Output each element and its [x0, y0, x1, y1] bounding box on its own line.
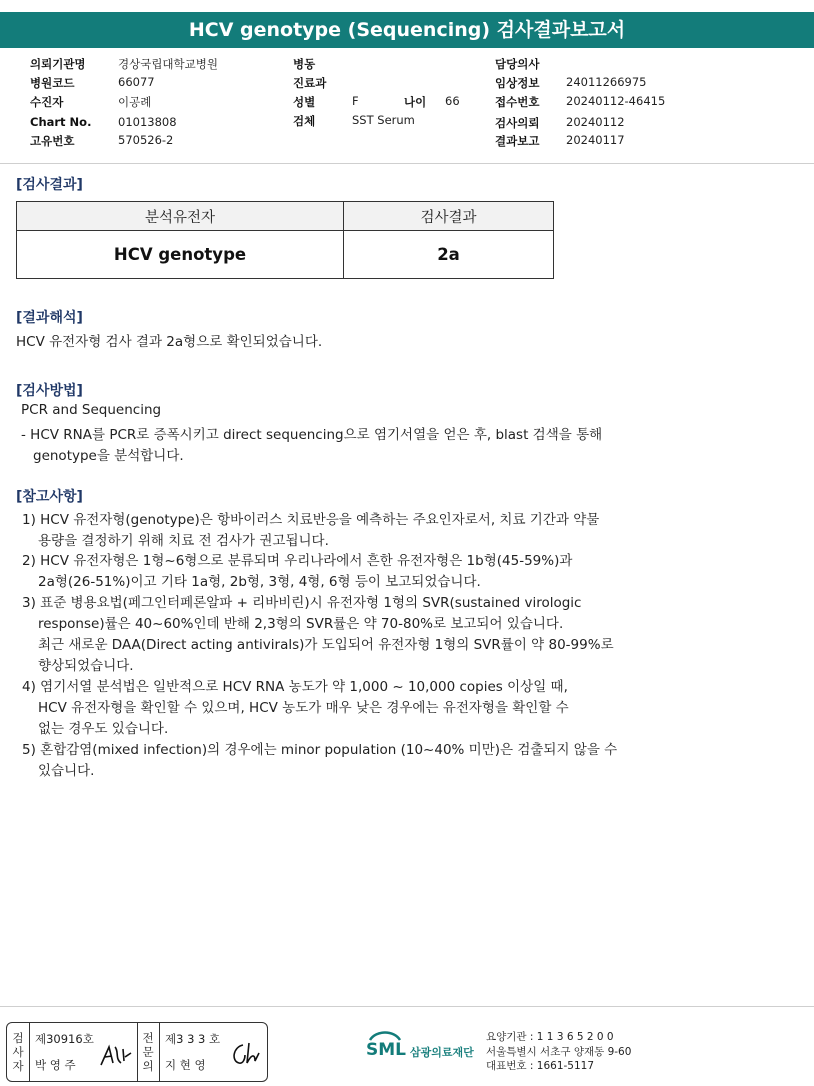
column-separator: [29, 1023, 30, 1081]
info-value: 경상국립대학교병원: [118, 57, 218, 71]
info-label: 수진자: [30, 95, 64, 109]
dept-label: 진료과: [293, 76, 327, 90]
info-value: 570526-2: [118, 133, 174, 147]
sml-logo: [366, 1028, 486, 1068]
column-header: 검사결과: [344, 202, 554, 231]
footer-divider: [0, 1006, 814, 1007]
column-separator: [159, 1023, 160, 1081]
header-divider: [0, 163, 814, 164]
info-label: 임상정보: [495, 76, 540, 90]
note-line: 1) HCV 유전자형(genotype)은 항바이러스 치료반응을 예측하는 주요인자로서, 치료 기간과 약물: [22, 512, 600, 528]
doctor-signature-icon: [227, 1039, 265, 1069]
interpretation-section-title: [결과해석]: [16, 310, 83, 326]
gene-cell: HCV genotype: [17, 231, 344, 279]
info-value: 24011266975: [566, 75, 647, 89]
note-line: response)률은 40~60%인데 반해 2,3형의 SVR률은 약 70-80%로 보고되어 있습니다.: [38, 616, 564, 632]
info-value: 01013808: [118, 115, 177, 129]
specimen-label: 검체: [293, 114, 316, 128]
examiner-signature-icon: [97, 1041, 135, 1069]
info-label: 검사의뢰: [495, 116, 540, 130]
examiner-license: 제30916호: [35, 1032, 94, 1046]
note-line: 용량을 결정하기 위해 치료 전 검사가 권고됩니다.: [38, 533, 329, 549]
logo-text: SML: [366, 1040, 406, 1060]
note-line: 없는 경우도 있습니다.: [38, 721, 169, 737]
info-label: 고유번호: [30, 134, 75, 148]
org-line: 요양기관 : 1 1 3 6 5 2 0 0: [486, 1031, 614, 1043]
age-value: 66: [445, 94, 460, 108]
specimen-value: SST Serum: [352, 113, 415, 127]
note-line: 향상되었습니다.: [38, 658, 134, 674]
result-cell: 2a: [344, 231, 554, 279]
note-line: 2a형(26-51%)이고 기타 1a형, 2b형, 3형, 4형, 6형 등이 보고되었습니다.: [38, 574, 481, 590]
report-footer: [0, 1008, 814, 1086]
column-header: 분석유전자: [17, 202, 344, 231]
doctor-name: 지 현 영: [165, 1058, 206, 1072]
interpretation-text: HCV 유전자형 검사 결과 2a형으로 확인되었습니다.: [16, 334, 323, 350]
results-table: [16, 201, 554, 279]
age-label: 나이: [404, 95, 427, 109]
info-value: 이공례: [118, 95, 152, 109]
info-value: 20240112-46415: [566, 94, 666, 108]
note-line: 3) 표준 병용요법(페그인터페론알파 + 리바비린)시 유전자형 1형의 SVR(sustained virologic: [22, 595, 582, 611]
method-section-title: [검사방법]: [16, 383, 83, 399]
logo-org-name: 삼광의료재단: [410, 1046, 474, 1059]
note-line: HCV 유전자형을 확인할 수 있으며, HCV 농도가 매우 낮은 경우에는 유전자형을 확인할 수: [38, 700, 569, 716]
table-row: [17, 231, 554, 279]
method-line: PCR and Sequencing: [21, 402, 162, 418]
method-line: - HCV RNA를 PCR로 증폭시키고 direct sequencing으로 염기서열을 얻은 후, blast 검색을 통해: [21, 427, 603, 443]
doctor-label: 전문의: [142, 1031, 154, 1073]
info-value: 20240117: [566, 133, 625, 147]
examiner-name: 박 영 주: [35, 1058, 76, 1072]
doctor-license: 제3 3 3 호: [165, 1032, 221, 1046]
sex-label: 성별: [293, 95, 316, 109]
patient-info-block: [0, 56, 814, 160]
info-value: 20240112: [566, 115, 625, 129]
signature-box: [6, 1022, 268, 1082]
info-label: 담당의사: [495, 57, 540, 71]
note-line: 최근 새로운 DAA(Direct acting antivirals)가 도입되어 유전자형 1형의 SVR률이 약 80-99%로: [38, 637, 614, 653]
info-label: 병원코드: [30, 76, 75, 90]
org-line: 대표번호 : 1661-5117: [486, 1060, 595, 1072]
examiner-label: 검사자: [12, 1031, 24, 1073]
sex-value: F: [352, 94, 359, 108]
info-label: 결과보고: [495, 134, 540, 148]
notes-section-title: [참고사항]: [16, 489, 83, 505]
info-label: Chart No.: [30, 115, 92, 129]
note-line: 있습니다.: [38, 763, 95, 779]
note-line: 4) 염기서열 분석법은 일반적으로 HCV RNA 농도가 약 1,000 ~ 10,000 copies 이상일 때,: [22, 679, 568, 695]
table-header-row: [17, 202, 554, 231]
note-line: 2) HCV 유전자형은 1형~6형으로 분류되며 우리나라에서 흔한 유전자형은 1b형(45-59%)과: [22, 553, 573, 569]
org-contact-info: [486, 1030, 631, 1074]
info-label: 접수번호: [495, 95, 540, 109]
method-line: genotype을 분석합니다.: [33, 448, 184, 464]
report-title: HCV genotype (Sequencing) 검사결과보고서: [0, 12, 814, 48]
info-value: 66077: [118, 75, 155, 89]
note-line: 5) 혼합감염(mixed infection)의 경우에는 minor population (10~40% 미만)은 검출되지 않을 수: [22, 742, 618, 758]
org-line: 서울특별시 서초구 양재동 9-60: [486, 1045, 632, 1058]
info-label: 의뢰기관명: [30, 57, 86, 71]
results-section-title: [검사결과]: [16, 177, 83, 193]
ward-label: 병동: [293, 57, 316, 71]
